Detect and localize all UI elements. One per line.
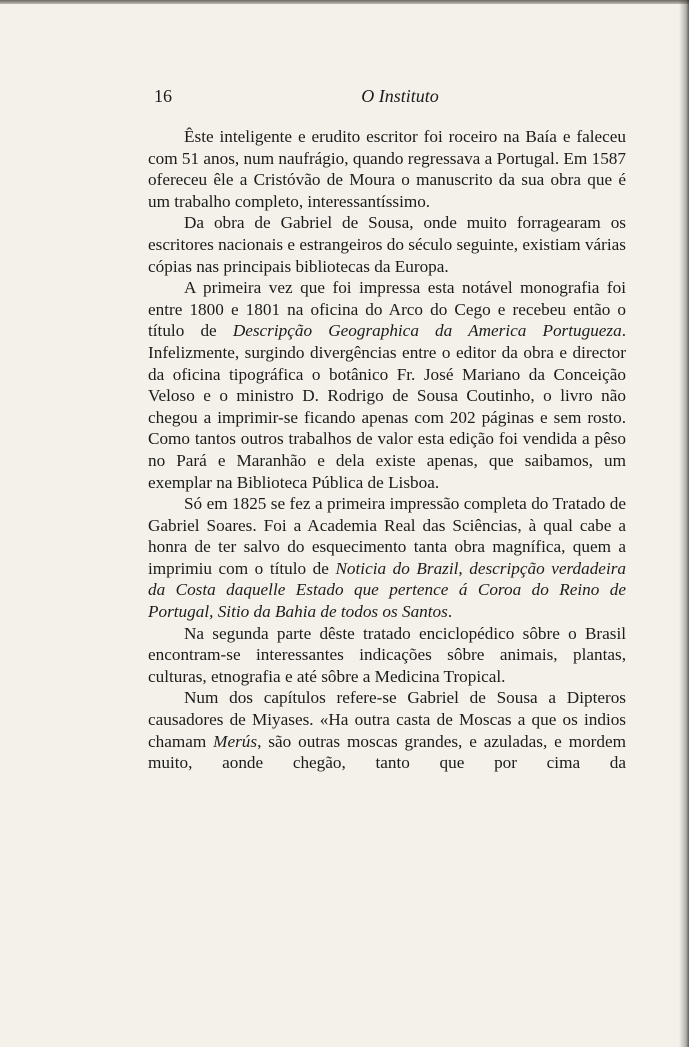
book-title-descripcao: Descripção Geographica da America Portugueza — [232, 321, 622, 341]
paragraph-4-text-b: . — [447, 602, 453, 622]
paragraph-6-text-a: Num dos capítulos refere-se Gabriel de Sousa a Dipteros causadores de Miyases. «Ha outra casta de Moscas a que os indios chamam — [148, 688, 626, 751]
paragraph-3-text-b: . Infelizmente, surgindo divergências entre o editor da obra e director da oficina tipográfica o botânico Fr. José Mariano da Conceição Veloso e o ministro D. Rodrigo de Sousa Coutinho, o livro não chegou a imprimir-se ficando apenas com 202 páginas e sem rosto. Como tantos outros trabalhos de valor esta edição foi vendida a pêso no Pará e Maranhão e dela existe apenas, que saibamos, um exemplar na Biblioteca Pública de Lisboa. — [148, 321, 627, 492]
running-head — [148, 86, 632, 112]
journal-title: O Instituto — [361, 86, 439, 106]
page-edge-right — [679, 0, 689, 1047]
paragraph-6-text-b: , são outras moscas grandes, e azuladas, e mordem muito, aonde chegão, tanto que por cima da — [148, 731, 626, 773]
paragraph-3 — [148, 277, 626, 493]
paragraph-4-text-a: Só em 1825 se fez a primeira impressão completa do Tratado de Gabriel Soares. Foi a Academia Real das Sciências, à qual cabe a honra de ter salvo do esquecimento tanta obra magnífica, quem a imprimiu com o título de — [148, 494, 626, 578]
page-number: 16 — [154, 86, 172, 106]
paragraph-6 — [148, 687, 626, 773]
paragraph-5: Na segunda parte dêste tratado enciclopédico sôbre o Brasil encontram-se interessantes indicações sôbre animais, plantas, culturas, etnografia e até sôbre a Medicina Tropical. — [148, 623, 626, 686]
page-edge-top — [0, 0, 689, 4]
paragraph-2: Da obra de Gabriel de Sousa, onde muito forragearam os escritores nacionais e estrangeiros do século seguinte, existiam várias cópias nas principais bibliotecas da Europa. — [148, 213, 626, 276]
term-merus: Merús — [213, 731, 258, 751]
book-title-noticia: Noticia do Brazil, descripção verdadeira da Costa daquelle Estado que pertence á Coroa do Reino de Portugal, Sitio da Bahia de todos os Santos — [148, 558, 626, 622]
paragraph-3-text-a: A primeira vez que foi impressa esta notável monografia foi entre 1800 e 1801 na oficina do Arco do Cego e recebeu então o título de — [148, 278, 626, 341]
paragraph-4 — [148, 493, 626, 623]
body-text — [148, 126, 626, 774]
paragraph-1: Êste inteligente e erudito escritor foi roceiro na Baía e faleceu com 51 anos, num naufrágio, quando regressava a Portugal. Em 1587 ofereceu êle a Cristóvão de Moura o manuscrito da sua obra que é um trabalho completo, interessantíssimo. — [148, 127, 626, 211]
